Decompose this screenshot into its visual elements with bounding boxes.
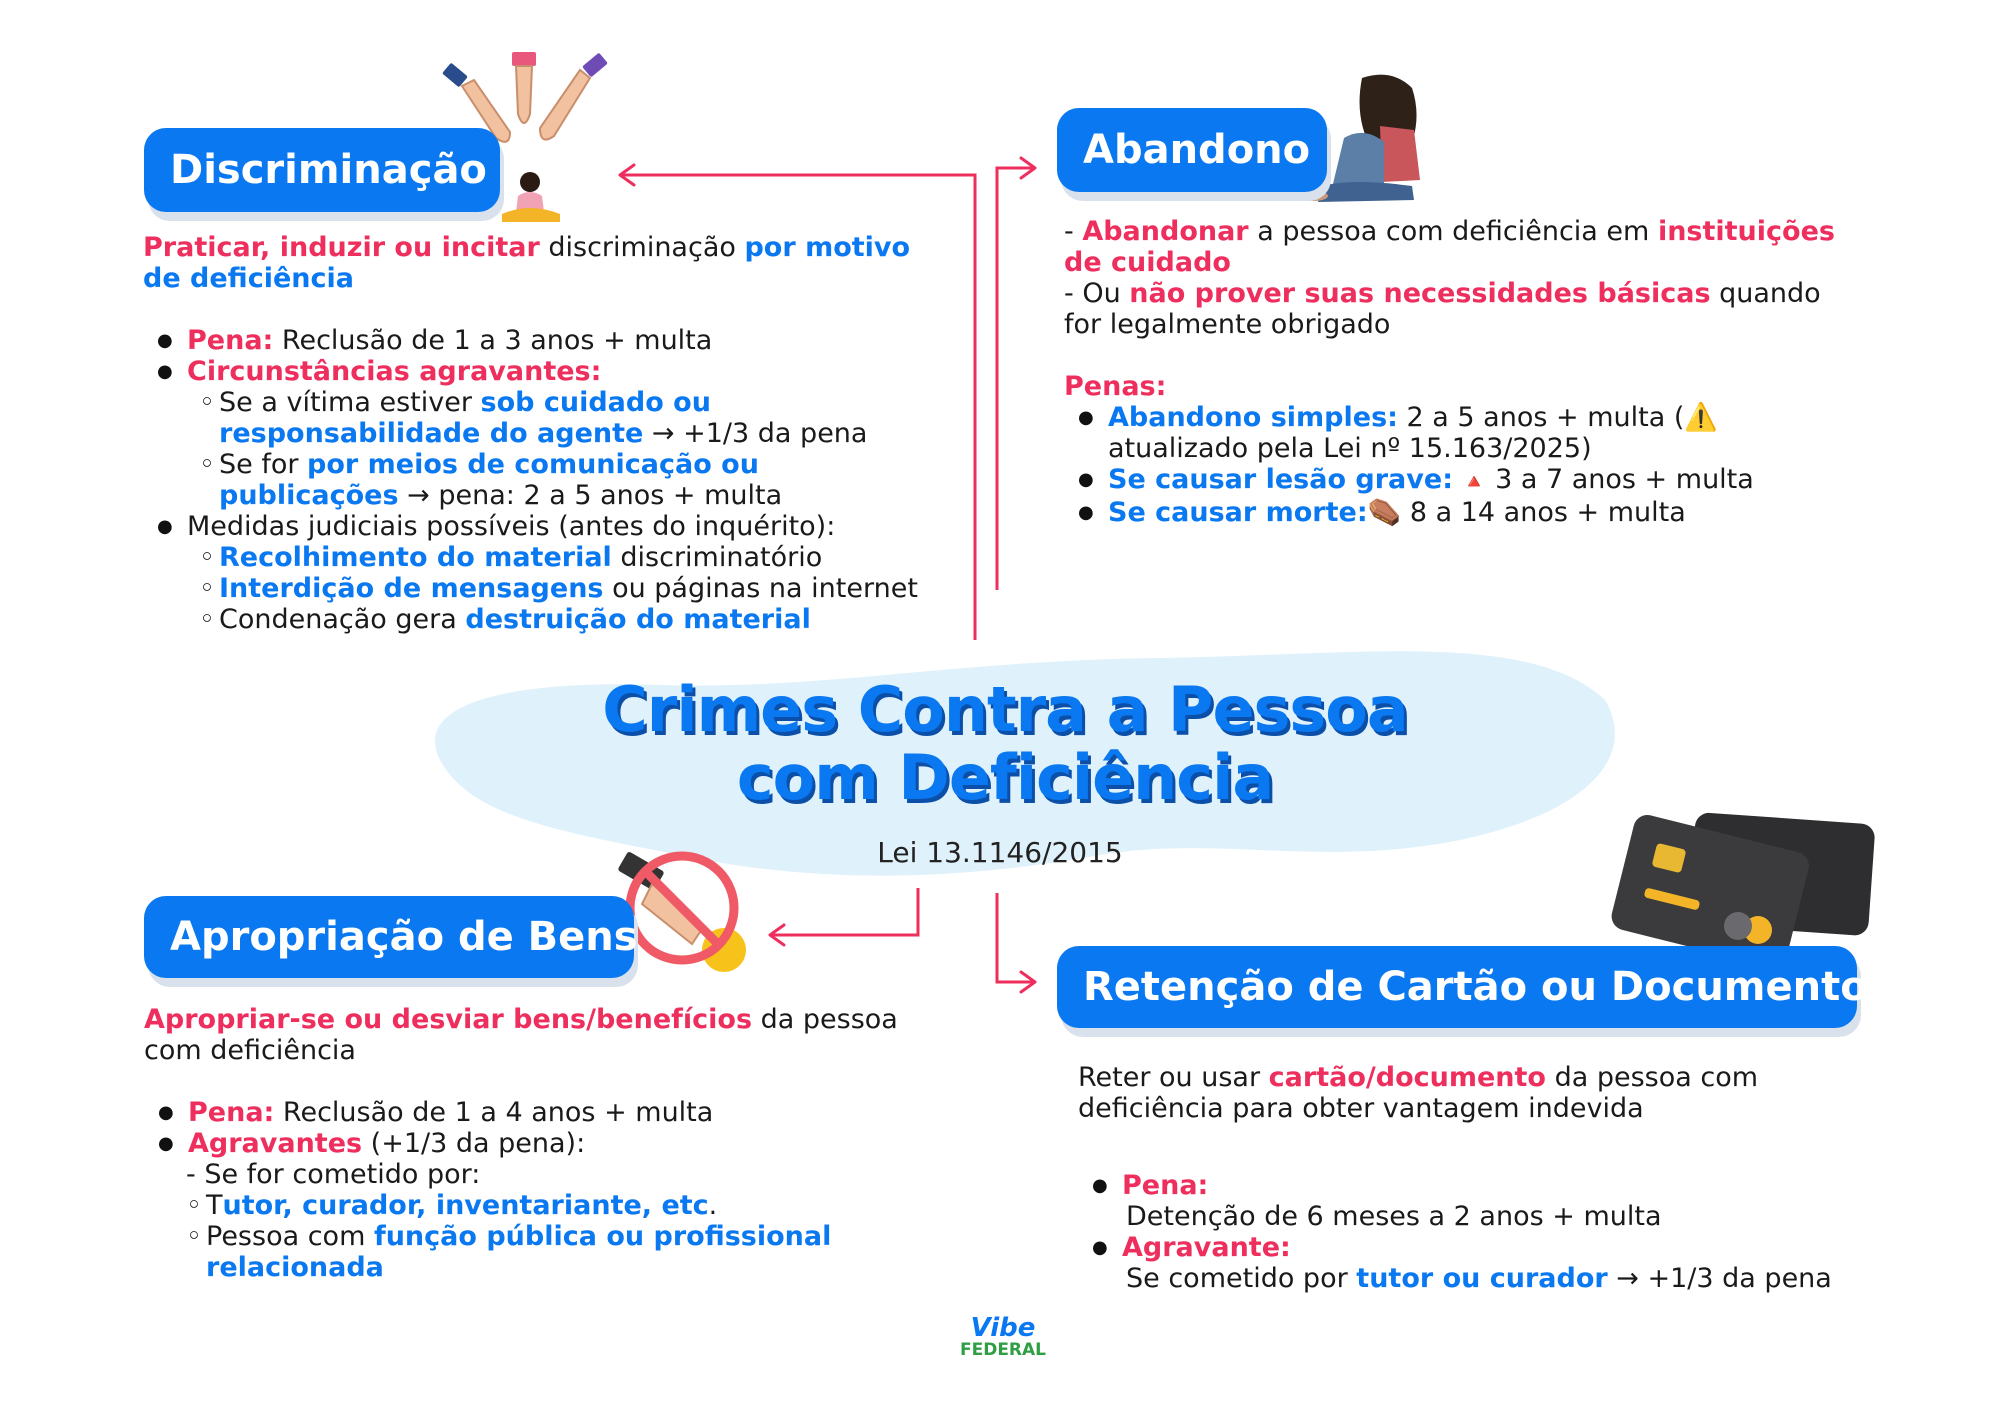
page-title: Crimes Contra a Pessoa com Deficiência (602, 673, 1408, 814)
abandono-badge (1057, 108, 1327, 192)
discriminacao-intro: Praticar, induzir ou incitar discriminação por motivo de deficiência (143, 232, 911, 294)
discriminacao-pena: ● Pena: Reclusão de 1 a 3 anos + multa (187, 325, 943, 356)
retencao-title: Retenção de Cartão ou Documentos (1083, 964, 1892, 1010)
apropriacao-content (144, 1004, 944, 1283)
medida-recolhimento: ◦ Recolhimento do material discriminatório (219, 542, 943, 573)
abandono-penas-label: Penas: (1064, 371, 1167, 402)
retencao-pena: ● Pena: Detenção de 6 meses a 2 anos + multa (1122, 1170, 1858, 1232)
discriminacao-badge (144, 128, 500, 212)
apropriacao-agravantes: ● Agravantes (+1/3 da pena): (188, 1128, 944, 1159)
discriminacao-content (143, 232, 943, 635)
retencao-content (1078, 1062, 1858, 1294)
apropriacao-title: Apropriação de Bens (170, 914, 638, 960)
pena-morte: ● Se causar morte:⚰️ 8 a 14 anos + multa (1108, 497, 1864, 528)
pena-abandono-simples: ● Abandono simples: 2 a 5 anos + multa (⚠️ atualizado pela Lei nº 15.163/2025) (1108, 402, 1864, 464)
pena-lesao-grave: ● Se causar lesão grave: 🔺 3 a 7 anos + multa (1108, 464, 1864, 497)
apropriacao-intro: Apropriar-se ou desviar bens/benefícios da pessoa com deficiência (144, 1004, 898, 1066)
coffin-icon: ⚰️ (1367, 497, 1402, 528)
vibe-federal-logo: Vibe FEDERAL (959, 1313, 1047, 1360)
retencao-intro: Reter ou usar cartão/documento da pessoa com deficiência para obter vantagem indevida (1078, 1062, 1759, 1124)
apropriacao-pena: ● Pena: Reclusão de 1 a 4 anos + multa (188, 1097, 944, 1128)
agravante-cuidado: ◦ Se a vítima estiver sob cuidado ou responsabilidade do agente → +1/3 da pena (219, 387, 943, 449)
agravante-tutor: ◦ Tutor, curador, inventariante, etc. (206, 1190, 944, 1221)
discriminacao-title: Discriminação (170, 147, 487, 193)
abandono-content (1064, 216, 1864, 528)
apropriacao-se-for: - Se for cometido por: (186, 1159, 481, 1190)
abandono-title: Abandono (1083, 127, 1311, 173)
medida-destruicao: ◦ Condenação gera destruição do material (219, 604, 943, 635)
warning-icon: ⚠️ (1684, 402, 1718, 433)
red-triangle-icon: 🔺 (1461, 469, 1487, 493)
abandono-line1: - Abandonar a pessoa com deficiência em instituições de cuidado (1064, 216, 1835, 278)
law-subtitle: Lei 13.1146/2015 (877, 836, 1123, 869)
abandono-line2: - Ou não prover suas necessidades básicas quando for legalmente obrigado (1064, 278, 1821, 340)
agravante-funcao-publica: ◦ Pessoa com função pública ou profissional relacionada (206, 1221, 944, 1283)
medida-interdicao: ◦ Interdição de mensagens ou páginas na internet (219, 573, 943, 604)
discriminacao-agravantes: ● Circunstâncias agravantes: ◦ Se a vítima estiver sob cuidado ou responsabilidade do agente → +1/3 da pena ◦ Se for por meios de comunicação ou publicações → pena: 2 a 5 anos + multa (187, 356, 943, 511)
agravante-comunicacao: ◦ Se for por meios de comunicação ou publicações → pena: 2 a 5 anos + multa (219, 449, 943, 511)
apropriacao-badge (144, 896, 638, 978)
discriminacao-medidas: ● Medidas judiciais possíveis (antes do inquérito): ◦ Recolhimento do material discriminatório ◦ Interdição de mensagens ou páginas na internet ◦ Condenação gera destruição do material (187, 511, 943, 635)
retencao-agravante: ● Agravante: Se cometido por tutor ou curador → +1/3 da pena (1122, 1232, 1858, 1294)
retencao-badge (1057, 946, 1892, 1028)
